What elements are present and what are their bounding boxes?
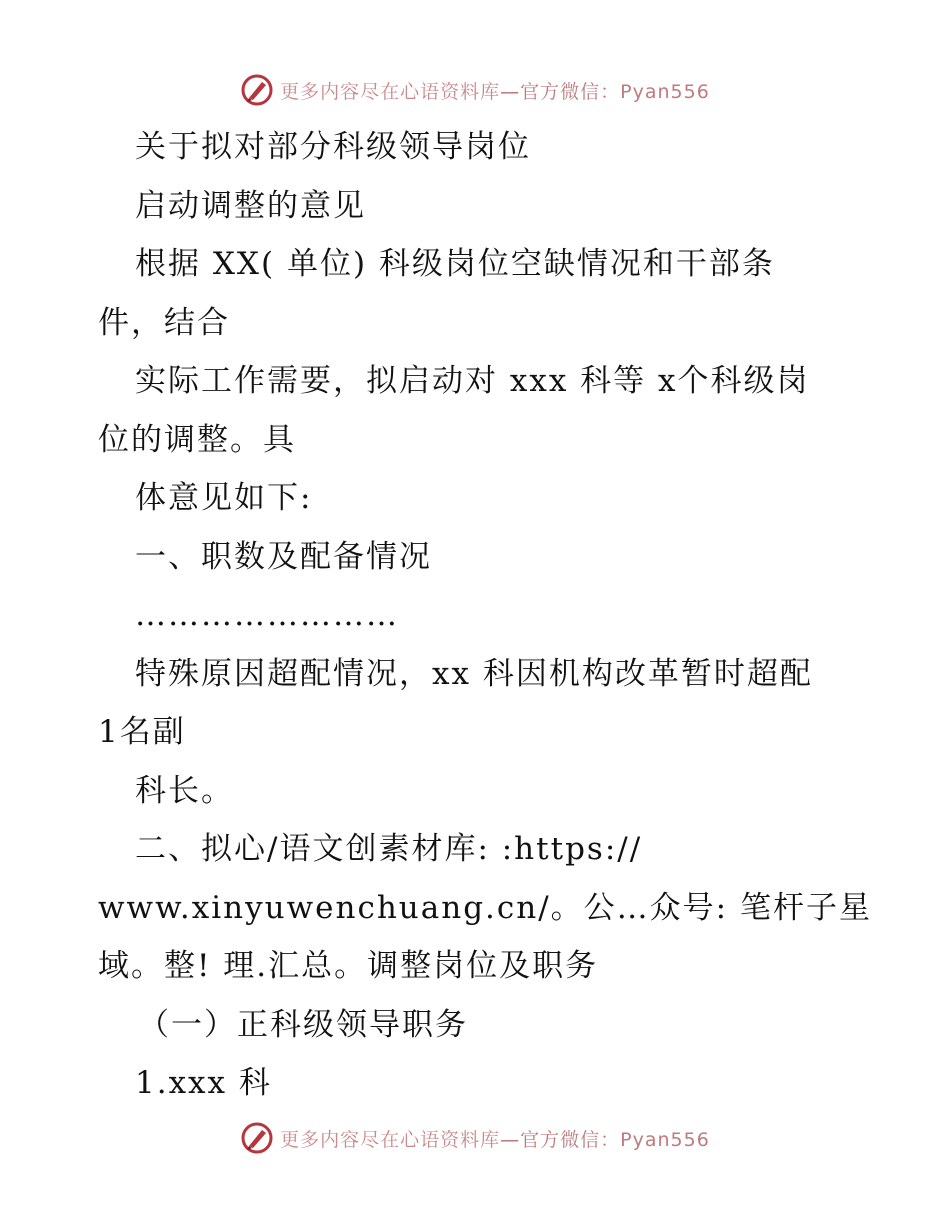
title-line-1: 关于拟对部分科级领导岗位 [135, 129, 531, 165]
section-heading-1: 一、职数及配备情况 [135, 538, 432, 575]
watermark-text: 更多内容尽在心语资料库—官方微信：Pyan556 [280, 80, 710, 103]
list-item: 1.xxx 科 [135, 1065, 272, 1101]
paragraph-line: 体意见如下: [135, 480, 313, 516]
pen-logo-icon [240, 1121, 274, 1155]
paragraph-line: 科长。 [135, 772, 234, 809]
paragraph-line: 根据 XX( 单位) 科级岗位空缺情况和干部条 [135, 246, 775, 282]
pen-logo-icon [240, 73, 274, 107]
paragraph-line: 位的调整。具 [98, 421, 296, 458]
watermark-text: 更多内容尽在心语资料库—官方微信：Pyan556 [280, 1128, 710, 1151]
footer-watermark [0, 1118, 950, 1158]
ellipsis-line: …………………… [135, 597, 399, 633]
paragraph-line: 1名副 [98, 714, 186, 750]
paragraph-line: www.xinyuwenchuang.cn/。公…众号: 笔杆子星 [98, 889, 872, 926]
subsection-heading: （一）正科级领导职务 [138, 1006, 468, 1043]
document-body [98, 118, 872, 1113]
paragraph-line: 域。整! 理.汇总。调整岗位及职务 [98, 948, 599, 984]
section-heading-2: 二、拟心/语文创素材库: :https:// [135, 831, 643, 867]
title-line-2: 启动调整的意见 [135, 187, 366, 224]
paragraph-line: 件，结合 [98, 304, 230, 341]
paragraph-line: 特殊原因超配情况，xx 科因机构改革暂时超配 [135, 655, 813, 692]
paragraph-line: 实际工作需要，拟启动对 xxx 科等 x个科级岗 [135, 363, 810, 399]
header-watermark [0, 70, 950, 110]
